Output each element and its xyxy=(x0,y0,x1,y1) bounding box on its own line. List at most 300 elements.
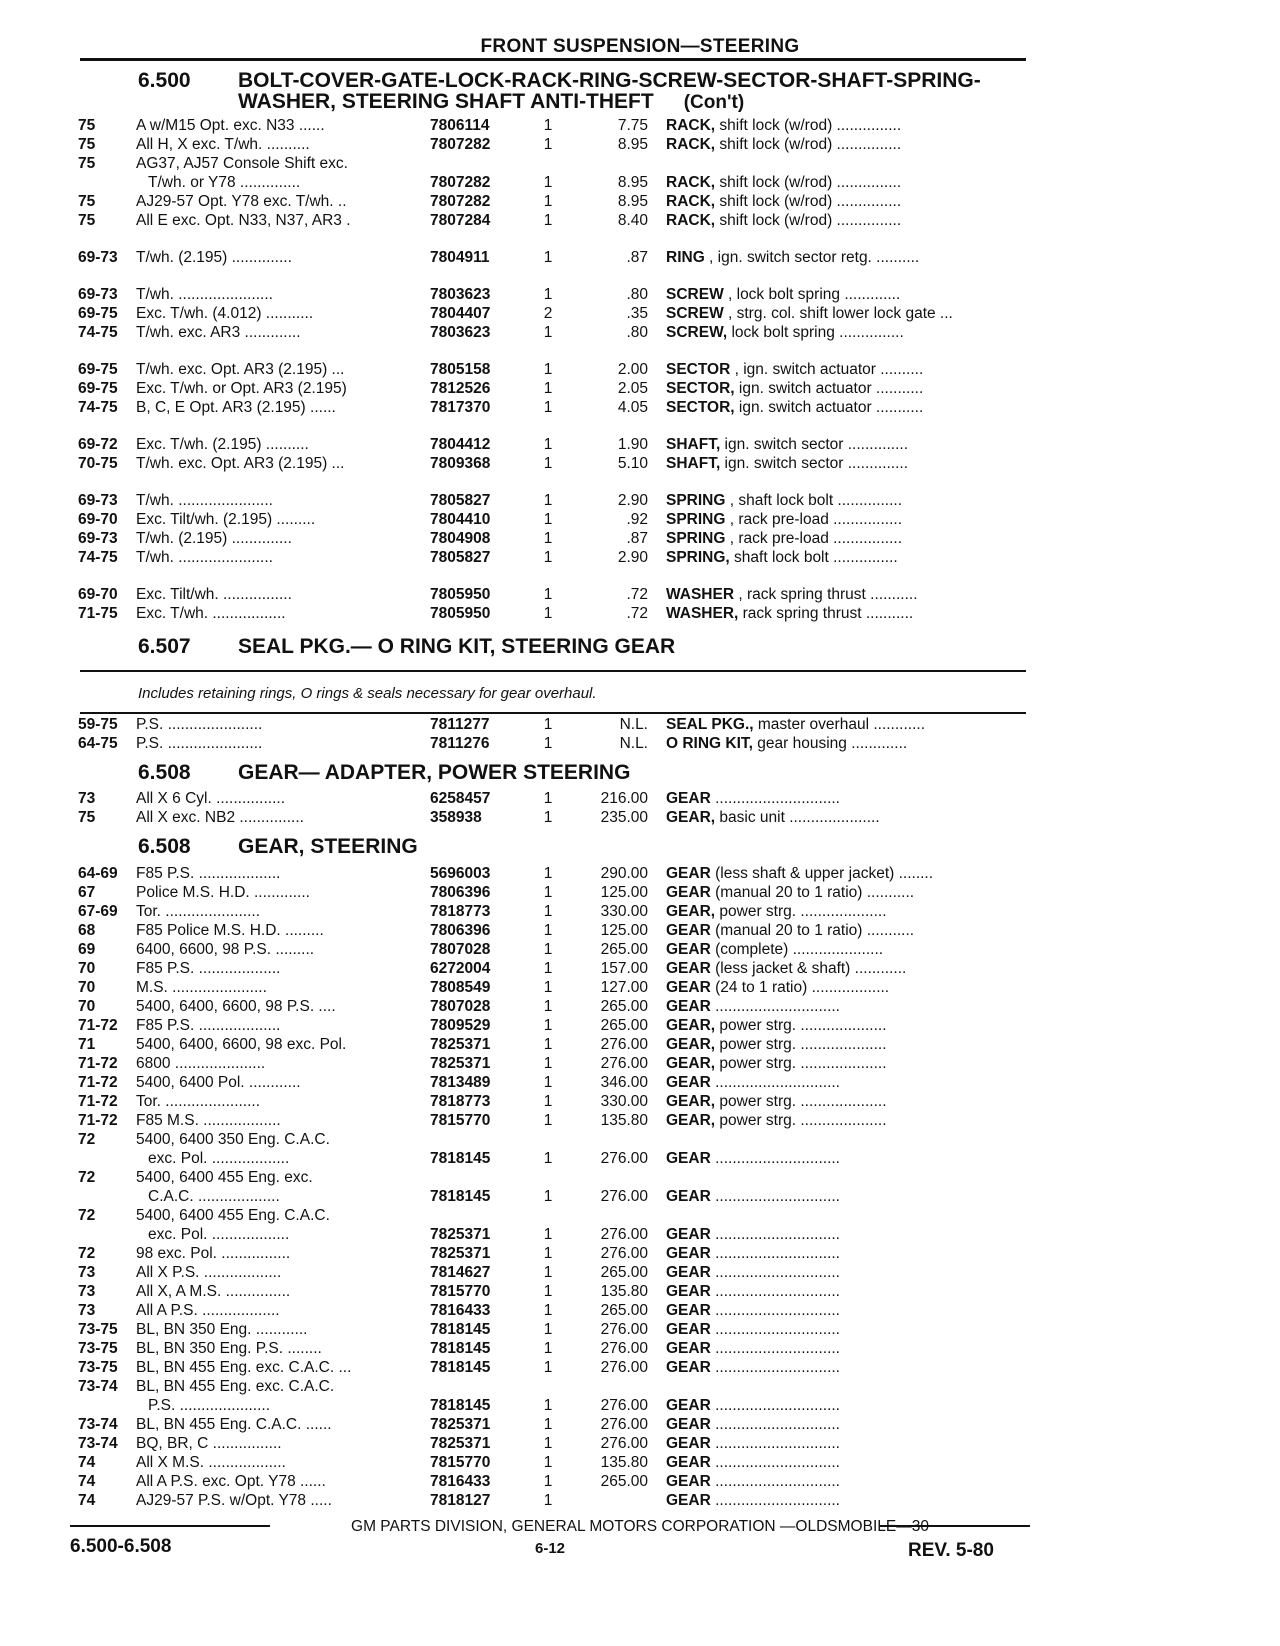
application-desc-line2: C.A.C. ................... xyxy=(148,1188,280,1205)
application-desc xyxy=(136,808,472,827)
application-desc-line1: 5400, 6400 455 Eng. exc. xyxy=(136,1169,313,1186)
part-name-bold: GEAR, xyxy=(666,809,716,826)
model-year: 69 xyxy=(78,941,96,958)
part-name xyxy=(666,789,1038,808)
table-row xyxy=(78,715,1038,734)
part-name xyxy=(666,1035,1038,1054)
part-number: 7818145 xyxy=(430,1321,491,1338)
part-name xyxy=(666,978,1038,997)
part-name-desc: rack spring thrust ........... xyxy=(738,605,914,622)
part-number: 6272004 xyxy=(430,960,491,977)
part-number: 7804410 xyxy=(430,511,491,528)
model-year: 69-75 xyxy=(78,305,118,322)
application-desc xyxy=(136,398,472,417)
quantity: 1 xyxy=(543,286,553,303)
quantity: 1 xyxy=(543,1397,553,1414)
quantity: 1 xyxy=(543,492,553,509)
part-number: 7809368 xyxy=(430,455,491,472)
model-year: 72 xyxy=(78,1207,96,1224)
part-name-desc: , rack pre-load ................ xyxy=(725,511,903,528)
table-row xyxy=(78,1244,1038,1263)
quantity: 1 xyxy=(543,361,553,378)
part-number: 7817370 xyxy=(430,399,491,416)
section-number: 6.507 xyxy=(138,635,191,658)
part-number: 7811276 xyxy=(430,735,490,752)
application-desc-line1: All X, A M.S. ............... xyxy=(136,1283,291,1300)
model-year: 71 xyxy=(78,1036,96,1053)
part-number: 7815770 xyxy=(430,1112,491,1129)
model-year: 71-72 xyxy=(78,1074,118,1091)
quantity: 1 xyxy=(543,1321,553,1338)
price: 276.00 xyxy=(600,1188,648,1205)
part-name-desc: (less jacket & shaft) ............ xyxy=(710,960,907,977)
application-desc-line2: exc. Pol. .................. xyxy=(148,1226,290,1243)
application-desc-line1: 5400, 6400 Pol. ............ xyxy=(136,1074,301,1091)
application-desc-line2: P.S. ..................... xyxy=(148,1397,271,1414)
section-heading-6508-adapter xyxy=(138,762,1038,783)
price: 265.00 xyxy=(600,1302,648,1319)
model-year: 71-72 xyxy=(78,1112,118,1129)
application-desc-line1: 98 exc. Pol. ................ xyxy=(136,1245,291,1262)
part-name xyxy=(666,1301,1038,1320)
application-desc-line1: Exc. T/wh. (2.195) .......... xyxy=(136,436,309,453)
model-year: 74 xyxy=(78,1473,96,1490)
model-year: 75 xyxy=(78,193,96,210)
price: 276.00 xyxy=(600,1226,648,1243)
row-spacer xyxy=(78,230,1038,248)
application-desc xyxy=(136,116,472,135)
part-name xyxy=(666,1054,1038,1073)
footer-publisher: GM PARTS DIVISION, GENERAL MOTORS CORPORATION —OLDSMOBILE—30 xyxy=(351,1518,929,1535)
price: 276.00 xyxy=(600,1036,648,1053)
model-year: 69-73 xyxy=(78,492,118,509)
part-name xyxy=(666,1092,1038,1111)
part-number: 7818145 xyxy=(430,1359,491,1376)
part-name xyxy=(666,491,1038,510)
part-number: 7805827 xyxy=(430,492,491,509)
quantity: 1 xyxy=(543,136,553,153)
price: 8.95 xyxy=(617,193,648,210)
part-name-bold: GEAR xyxy=(666,1264,711,1281)
part-number: 7818773 xyxy=(430,903,491,920)
part-number: 7803623 xyxy=(430,324,491,341)
application-desc-line1: A w/M15 Opt. exc. N33 ...... xyxy=(136,117,325,134)
quantity: 1 xyxy=(543,117,553,134)
section-continued: (Con't) xyxy=(683,92,745,113)
application-desc-line1: F85 P.S. ................... xyxy=(136,960,281,977)
part-name xyxy=(666,1491,1038,1510)
table-row xyxy=(78,585,1038,604)
application-desc xyxy=(136,491,472,510)
application-desc-line1: T/wh. ...................... xyxy=(136,492,273,509)
application-desc-line1: Police M.S. H.D. ............. xyxy=(136,884,310,901)
price: 265.00 xyxy=(600,941,648,958)
part-name xyxy=(666,1073,1038,1092)
part-name xyxy=(666,959,1038,978)
part-name xyxy=(666,135,1038,154)
table-row xyxy=(78,1130,1038,1168)
quantity: 1 xyxy=(543,1473,553,1490)
application-desc-line1: F85 P.S. ................... xyxy=(136,1017,281,1034)
price: .92 xyxy=(626,511,648,528)
part-number: 7807282 xyxy=(430,174,491,191)
quantity: 1 xyxy=(543,809,553,826)
model-year: 69-73 xyxy=(78,249,118,266)
application-desc-line1: 6400, 6600, 98 P.S. ......... xyxy=(136,941,315,958)
part-number: 7807028 xyxy=(430,998,491,1015)
part-name-desc: ............................. xyxy=(710,1340,840,1357)
quantity: 1 xyxy=(543,212,553,229)
application-desc-line1: F85 M.S. .................. xyxy=(136,1112,281,1129)
part-name-desc: gear housing ............. xyxy=(752,735,908,752)
part-number: 7816433 xyxy=(430,1473,491,1490)
part-name-bold: SPRING, xyxy=(666,549,730,566)
model-year: 69-72 xyxy=(78,436,118,453)
table-row xyxy=(78,510,1038,529)
part-name-desc: power strg. .................... xyxy=(715,1017,887,1034)
price: 276.00 xyxy=(600,1359,648,1376)
section-title-line2: WASHER, STEERING SHAFT ANTI-THEFT xyxy=(238,90,654,113)
part-name xyxy=(666,1187,1038,1206)
application-desc xyxy=(136,211,472,230)
part-name-desc: ............................. xyxy=(710,1150,840,1167)
application-desc-line1: Exc. T/wh. (4.012) ........... xyxy=(136,305,314,322)
part-name-desc: ............................. xyxy=(710,1302,840,1319)
application-desc-line1: All A P.S. exc. Opt. Y78 ...... xyxy=(136,1473,326,1490)
table-row xyxy=(78,248,1038,267)
application-desc xyxy=(136,1111,472,1130)
part-name xyxy=(666,1434,1038,1453)
model-year: 69-73 xyxy=(78,530,118,547)
price: 2.00 xyxy=(617,361,648,378)
model-year: 64-75 xyxy=(78,735,118,752)
table-row xyxy=(78,921,1038,940)
application-desc xyxy=(136,1339,472,1358)
table-row xyxy=(78,211,1038,230)
application-desc-line1: AG37, AJ57 Console Shift exc. xyxy=(136,155,348,172)
part-name-desc: ............................. xyxy=(710,1074,840,1091)
part-name-bold: GEAR xyxy=(666,1473,711,1490)
quantity: 1 xyxy=(543,1416,553,1433)
application-desc xyxy=(136,379,472,398)
model-year: 72 xyxy=(78,1245,96,1262)
part-name-desc: , ign. switch actuator .......... xyxy=(730,361,924,378)
part-name-bold: GEAR xyxy=(666,960,711,977)
part-name-bold: GEAR, xyxy=(666,1112,716,1129)
table-row xyxy=(78,1415,1038,1434)
part-name xyxy=(666,734,1038,753)
part-name xyxy=(666,1453,1038,1472)
application-desc xyxy=(136,304,472,323)
part-name-bold: SCREW, xyxy=(666,324,728,341)
part-name xyxy=(666,379,1038,398)
part-number: 7805950 xyxy=(430,605,491,622)
model-year: 67-69 xyxy=(78,903,118,920)
table-row xyxy=(78,978,1038,997)
part-name-desc: (manual 20 to 1 ratio) ........... xyxy=(710,884,915,901)
part-name-bold: GEAR xyxy=(666,1340,711,1357)
part-name xyxy=(666,548,1038,567)
application-desc-line1: All H, X exc. T/wh. .......... xyxy=(136,136,310,153)
table-row xyxy=(78,959,1038,978)
table-row xyxy=(78,1263,1038,1282)
application-desc xyxy=(136,248,472,267)
part-number: 7814627 xyxy=(430,1264,491,1281)
application-desc-line1: Tor. ...................... xyxy=(136,1093,261,1110)
part-name-bold: GEAR xyxy=(666,790,711,807)
quantity: 1 xyxy=(543,1302,553,1319)
part-name-bold: RACK, xyxy=(666,174,716,191)
application-desc xyxy=(136,454,472,473)
quantity: 1 xyxy=(543,922,553,939)
part-name-bold: SEAL PKG., xyxy=(666,716,754,733)
application-desc-line1: T/wh. exc. Opt. AR3 (2.195) ... xyxy=(136,455,345,472)
table-row xyxy=(78,192,1038,211)
part-name xyxy=(666,173,1038,192)
price: 2.90 xyxy=(617,492,648,509)
part-name-desc: (less shaft & upper jacket) ........ xyxy=(710,865,934,882)
part-name-bold: GEAR xyxy=(666,1397,711,1414)
footer-section-range: 6.500-6.508 xyxy=(70,1536,172,1557)
part-name-bold: GEAR, xyxy=(666,1055,716,1072)
part-number: 7804412 xyxy=(430,436,491,453)
part-name-bold: GEAR xyxy=(666,1188,711,1205)
part-number: 7804908 xyxy=(430,530,491,547)
model-year: 67 xyxy=(78,884,96,901)
model-year: 74 xyxy=(78,1492,96,1509)
part-name xyxy=(666,116,1038,135)
part-name xyxy=(666,1358,1038,1377)
model-year: 70-75 xyxy=(78,455,118,472)
part-number: 7825371 xyxy=(430,1226,491,1243)
model-year: 75 xyxy=(78,212,96,229)
table-row xyxy=(78,604,1038,623)
header-rule xyxy=(80,58,1026,61)
part-number: 7807284 xyxy=(430,212,491,229)
part-number: 7806114 xyxy=(430,117,490,134)
price: 127.00 xyxy=(600,979,648,996)
model-year: 75 xyxy=(78,809,96,826)
application-desc-line1: M.S. ...................... xyxy=(136,979,267,996)
quantity: 1 xyxy=(543,1454,553,1471)
part-name-bold: SPRING xyxy=(666,511,726,528)
application-desc-line2: exc. Pol. .................. xyxy=(148,1150,290,1167)
price: 276.00 xyxy=(600,1245,648,1262)
application-desc xyxy=(136,548,472,567)
application-desc-line1: BL, BN 455 Eng. C.A.C. ...... xyxy=(136,1416,332,1433)
application-desc xyxy=(136,1073,472,1092)
part-name-bold: SCREW xyxy=(666,286,724,303)
price: 265.00 xyxy=(600,1264,648,1281)
model-year: 75 xyxy=(78,155,96,172)
price: 276.00 xyxy=(600,1340,648,1357)
price: 4.05 xyxy=(617,399,648,416)
application-desc xyxy=(136,902,472,921)
footer-page-number: 6-12 xyxy=(534,1540,566,1557)
model-year: 75 xyxy=(78,136,96,153)
model-year: 69-70 xyxy=(78,511,118,528)
part-name-desc: , rack pre-load ................ xyxy=(725,530,903,547)
model-year: 69-75 xyxy=(78,380,118,397)
part-number: 7816433 xyxy=(430,1302,491,1319)
part-name xyxy=(666,323,1038,342)
part-name-desc: (complete) ..................... xyxy=(710,941,884,958)
application-desc xyxy=(136,285,472,304)
part-number: 7804407 xyxy=(430,305,491,322)
application-desc xyxy=(136,1491,472,1510)
price: 330.00 xyxy=(600,1093,648,1110)
part-name-desc: master overhaul ............ xyxy=(753,716,926,733)
part-number: 7806396 xyxy=(430,922,491,939)
application-desc-line1: T/wh. (2.195) .............. xyxy=(136,249,292,266)
part-name-desc: power strg. .................... xyxy=(715,1055,887,1072)
part-name-desc: , ign. switch sector retg. .......... xyxy=(704,249,920,266)
model-year: 73-74 xyxy=(78,1435,118,1452)
part-name-desc: shift lock (w/rod) ............... xyxy=(715,212,902,229)
application-desc-line1: 6800 ..................... xyxy=(136,1055,266,1072)
section-rule xyxy=(80,670,1026,672)
model-year: 74-75 xyxy=(78,324,118,341)
part-name xyxy=(666,192,1038,211)
application-desc-line1: P.S. ...................... xyxy=(136,716,263,733)
part-name-bold: GEAR xyxy=(666,1416,711,1433)
application-desc xyxy=(136,154,472,192)
quantity: 1 xyxy=(543,249,553,266)
part-name xyxy=(666,715,1038,734)
application-desc-line1: Exc. Tilt/wh. (2.195) ......... xyxy=(136,511,316,528)
price: 5.10 xyxy=(617,455,648,472)
table-row xyxy=(78,1472,1038,1491)
part-name xyxy=(666,510,1038,529)
part-name-bold: GEAR, xyxy=(666,1017,716,1034)
part-name-desc: ign. switch sector .............. xyxy=(720,436,909,453)
part-name-bold: SHAFT, xyxy=(666,455,721,472)
part-name-desc: ............................. xyxy=(710,1264,840,1281)
model-year: 71-72 xyxy=(78,1093,118,1110)
part-name-bold: WASHER xyxy=(666,586,735,603)
application-desc xyxy=(136,1453,472,1472)
part-name xyxy=(666,1282,1038,1301)
part-name-desc: ign. switch sector .............. xyxy=(720,455,909,472)
quantity: 1 xyxy=(543,1245,553,1262)
price: .72 xyxy=(626,586,648,603)
part-name-bold: SECTOR, xyxy=(666,380,735,397)
application-desc xyxy=(136,1301,472,1320)
part-name xyxy=(666,454,1038,473)
price: 265.00 xyxy=(600,998,648,1015)
parts-table-6500 xyxy=(78,116,1038,623)
application-desc-line1: AJ29-57 Opt. Y78 exc. T/wh. .. xyxy=(136,193,347,210)
application-desc-line1: All E exc. Opt. N33, N37, AR3 . xyxy=(136,212,351,229)
application-desc xyxy=(136,585,472,604)
quantity: 2 xyxy=(543,305,553,322)
application-desc xyxy=(136,1415,472,1434)
part-name-bold: GEAR xyxy=(666,979,711,996)
part-name-bold: RACK, xyxy=(666,212,716,229)
application-desc-line1: AJ29-57 P.S. w/Opt. Y78 ..... xyxy=(136,1492,332,1509)
part-name-bold: GEAR xyxy=(666,922,711,939)
application-desc xyxy=(136,1282,472,1301)
table-row xyxy=(78,1377,1038,1415)
part-name-bold: GEAR, xyxy=(666,1093,716,1110)
part-name-bold: GEAR xyxy=(666,1074,711,1091)
table-row xyxy=(78,379,1038,398)
part-name-bold: GEAR xyxy=(666,941,711,958)
quantity: 1 xyxy=(543,1359,553,1376)
part-name xyxy=(666,585,1038,604)
application-desc xyxy=(136,734,472,753)
part-name-desc: , lock bolt spring ............. xyxy=(723,286,901,303)
part-name-desc: ............................. xyxy=(710,1473,840,1490)
quantity: 1 xyxy=(543,511,553,528)
part-name xyxy=(666,1320,1038,1339)
quantity: 1 xyxy=(543,1150,553,1167)
price: 8.95 xyxy=(617,174,648,191)
application-desc xyxy=(136,789,472,808)
part-number: 5696003 xyxy=(430,865,491,882)
model-year: 72 xyxy=(78,1169,96,1186)
part-name xyxy=(666,248,1038,267)
table-row xyxy=(78,789,1038,808)
section-number: 6.508 xyxy=(138,761,191,784)
application-desc xyxy=(136,921,472,940)
quantity: 1 xyxy=(543,903,553,920)
part-name-bold: RACK, xyxy=(666,117,716,134)
application-desc xyxy=(136,1320,472,1339)
application-desc xyxy=(136,1358,472,1377)
part-name-bold: SECTOR xyxy=(666,361,731,378)
application-desc-line1: All X P.S. .................. xyxy=(136,1264,282,1281)
table-row xyxy=(78,1282,1038,1301)
part-number: 7806396 xyxy=(430,884,491,901)
table-row xyxy=(78,548,1038,567)
part-number: 7825371 xyxy=(430,1416,491,1433)
part-number: 7811277 xyxy=(430,716,490,733)
quantity: 1 xyxy=(543,174,553,191)
quantity: 1 xyxy=(543,455,553,472)
table-row xyxy=(78,491,1038,510)
price: N.L. xyxy=(619,735,648,752)
application-desc xyxy=(136,604,472,623)
quantity: 1 xyxy=(543,1093,553,1110)
price: 265.00 xyxy=(600,1017,648,1034)
quantity: 1 xyxy=(543,530,553,547)
application-desc-line1: 5400, 6400 455 Eng. C.A.C. xyxy=(136,1207,330,1224)
quantity: 1 xyxy=(543,1435,553,1452)
part-name xyxy=(666,1396,1038,1415)
application-desc-line1: 5400, 6400, 6600, 98 P.S. .... xyxy=(136,998,336,1015)
model-year: 74-75 xyxy=(78,399,118,416)
application-desc xyxy=(136,978,472,997)
table-row xyxy=(78,1434,1038,1453)
application-desc xyxy=(136,883,472,902)
part-name-desc: shaft lock bolt ............... xyxy=(729,549,898,566)
table-row xyxy=(78,454,1038,473)
quantity: 1 xyxy=(543,1283,553,1300)
part-name-bold: GEAR xyxy=(666,1435,711,1452)
part-name-bold: RACK, xyxy=(666,193,716,210)
table-row xyxy=(78,323,1038,342)
part-name xyxy=(666,1016,1038,1035)
price: .80 xyxy=(626,286,648,303)
application-desc xyxy=(136,1130,472,1168)
part-name-desc: power strg. .................... xyxy=(715,1112,887,1129)
quantity: 1 xyxy=(543,436,553,453)
application-desc-line1: All A P.S. .................. xyxy=(136,1302,280,1319)
part-number: 7825371 xyxy=(430,1036,491,1053)
table-row xyxy=(78,1016,1038,1035)
table-row xyxy=(78,1168,1038,1206)
